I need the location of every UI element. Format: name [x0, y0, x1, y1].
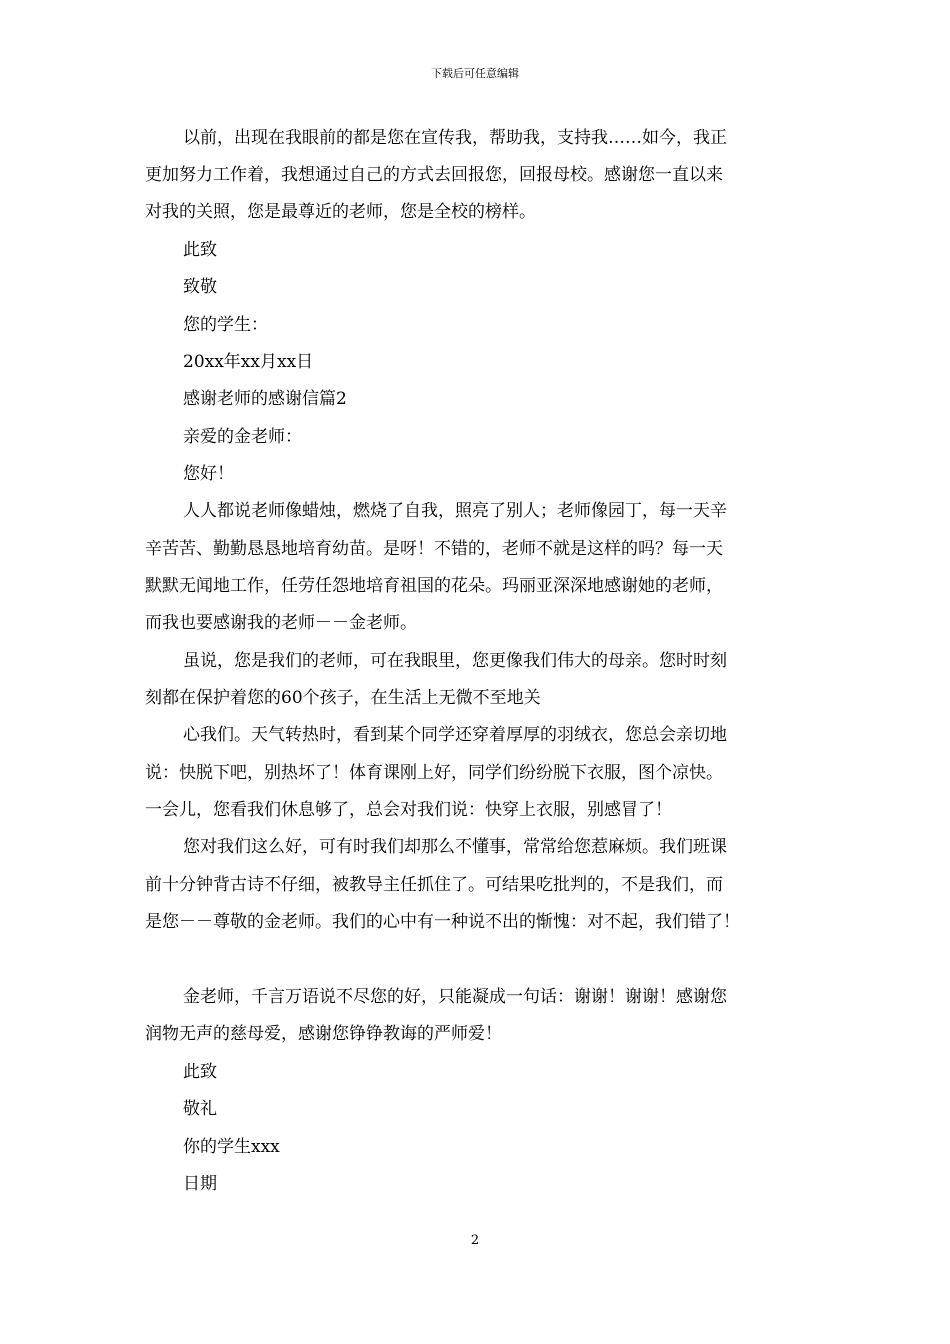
page-header-watermark: 下载后可任意编辑: [431, 67, 519, 80]
paragraph-line: 而我也要感谢我的老师－－金老师。: [145, 613, 417, 633]
salutation-line: 亲爱的金老师：: [183, 427, 302, 447]
paragraph-line: 您对我们这么好，可有时我们却那么不懂事，常常给您惹麻烦。我们班课: [183, 837, 727, 857]
paragraph-line: 是您－－尊敬的金老师。我们的心中有一种说不出的惭愧：对不起，我们错了！: [145, 912, 740, 932]
greeting-line: 您好！: [183, 464, 234, 484]
closing-line: 此致: [183, 1062, 217, 1082]
paragraph-line: 刻都在保护着您的60个孩子，在生活上无微不至地关: [145, 688, 541, 708]
paragraph-line: 金老师，千言万语说不尽您的好，只能凝成一句话：谢谢！谢谢！感谢您: [183, 987, 727, 1007]
closing-line: 敬礼: [183, 1099, 217, 1119]
paragraph-line: 默默无闻地工作，任劳任怨地培育祖国的花朵。玛丽亚深深地感谢她的老师，: [145, 576, 723, 596]
page-number: 2: [470, 1233, 480, 1248]
date-line: 日期: [183, 1174, 217, 1194]
paragraph-line: 更加努力工作着，我想通过自己的方式去回报您，回报母校。感谢您一直以来: [145, 165, 723, 185]
paragraph-line: 对我的关照，您是最尊近的老师，您是全校的榜样。: [145, 202, 536, 222]
paragraph-line: 虽说，您是我们的老师，可在我眼里，您更像我们伟大的母亲。您时时刻: [183, 651, 727, 671]
paragraph-line: 一会儿，您看我们休息够了，总会对我们说：快穿上衣服，别感冒了！: [145, 800, 672, 820]
signature-line: 您的学生：: [183, 315, 268, 335]
signature-line: 你的学生xxx: [183, 1137, 280, 1157]
paragraph-line: 说：快脱下吧，别热坏了！体育课刚上好，同学们纷纷脱下衣服，图个凉快。: [145, 763, 723, 783]
closing-line: 此致: [183, 240, 217, 260]
paragraph-line: 心我们。天气转热时，看到某个同学还穿着厚厚的羽绒衣，您总会亲切地: [183, 725, 727, 745]
paragraph-line: 前十分钟背古诗不仔细，被教导主任抓住了。可结果吃批判的，不是我们，而: [145, 875, 723, 895]
date-line: 20xx年xx月xx日: [183, 352, 314, 372]
paragraph-line: 以前，出现在我眼前的都是您在宣传我，帮助我，支持我……如今，我正: [183, 128, 727, 148]
paragraph-line: 辛苦苦、勤勤恳恳地培育幼苗。是呀！不错的，老师不就是这样的吗？每一天: [145, 539, 723, 559]
paragraph-line: 人人都说老师像蜡烛，燃烧了自我，照亮了别人；老师像园丁，每一天辛: [183, 501, 727, 521]
section-title: 感谢老师的感谢信篇2: [183, 389, 347, 409]
paragraph-line: 润物无声的慈母爱，感谢您铮铮教诲的严师爱！: [145, 1024, 502, 1044]
closing-line: 致敬: [183, 277, 217, 297]
